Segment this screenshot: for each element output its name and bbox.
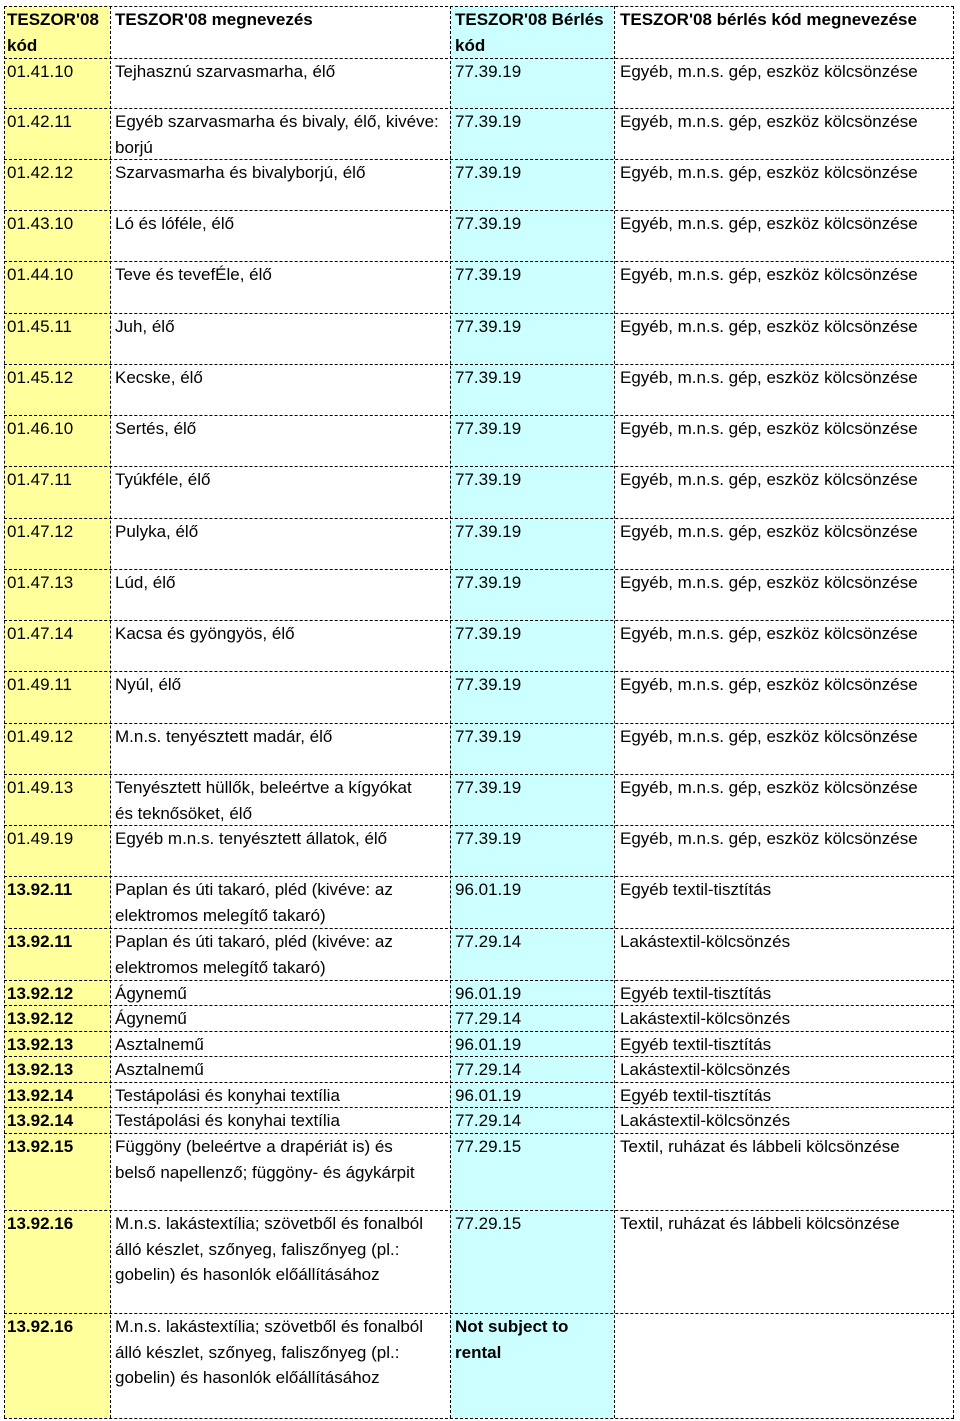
header-rent-code-line: TESZOR'08 Bérlés [455, 10, 604, 29]
table-row-code [7, 1211, 73, 1237]
table-row-name-line: Tejhasznú szarvasmarha, élő [115, 62, 336, 81]
table-row-rent-name [620, 314, 918, 340]
table-row-rent-code-line: 77.39.19 [455, 470, 522, 489]
table-row-code-line: 13.92.14 [7, 1111, 74, 1130]
table-row-rent-code [455, 262, 521, 288]
table-row-rent-name-line: Egyéb, m.n.s. gép, eszköz kölcsönzése [620, 265, 918, 284]
table-row-code-line: 01.49.11 [7, 675, 72, 694]
table-row-code [7, 1032, 73, 1058]
table-row-name-line: elektromos melegítő takaró) [115, 905, 326, 925]
table-row-name-line: Testápolási és konyhai textília [115, 1111, 340, 1130]
table-row-code-line: 13.92.16 [7, 1214, 74, 1233]
table-row-code [7, 519, 73, 545]
header-name [115, 7, 313, 33]
table-row-rent-name [620, 929, 790, 955]
table-row-name-line: Egyéb szarvasmarha és bivaly, élő, kivéve: [115, 112, 439, 131]
table-row-rent-code [455, 467, 521, 493]
table-row-code-line: 13.92.12 [7, 984, 74, 1003]
table-row-code [7, 1006, 73, 1032]
table-row-code [7, 1057, 73, 1083]
table-row-rent-name-line: Textil, ruházat és lábbeli kölcsönzése [620, 1214, 900, 1233]
table-row-name [115, 1083, 340, 1109]
table-row-name-line: Testápolási és konyhai textília [115, 1086, 340, 1105]
header-rent-name [620, 7, 917, 33]
table-row-name [115, 877, 393, 928]
table-row-code [7, 467, 72, 493]
table-row-name-line: álló készlet, szőnyeg, faliszőnyeg (pl.: [115, 1342, 400, 1362]
table-row-rent-name [620, 262, 918, 288]
table-row-rent-name-line: Egyéb textil-tisztítás [620, 1086, 772, 1105]
table-row-code [7, 775, 73, 801]
table-row-rent-code-line: 96.01.19 [455, 880, 522, 899]
table-row-name [115, 672, 181, 698]
table-row-rent-name [620, 160, 918, 186]
table-row-rent-name [620, 1211, 900, 1237]
table-row-code-line: 01.47.14 [7, 624, 74, 643]
table-row-rent-code-line: 77.29.15 [455, 1137, 522, 1156]
table-row-code-line: 01.49.19 [7, 829, 74, 848]
table-row-rent-code [455, 877, 521, 903]
table-row-rent-name-line: Lakástextil-kölcsönzés [620, 932, 791, 951]
header-code [7, 7, 99, 58]
table-row-rent-code [455, 1108, 521, 1134]
table-row-rent-name [620, 1006, 790, 1032]
table-row-name-line: Tyúkféle, élő [115, 470, 211, 489]
table-row-rent-code-line: 77.39.19 [455, 62, 522, 81]
table-row-code [7, 365, 73, 391]
table-row-name-line: Teve és tevefÉle, élő [115, 265, 272, 284]
table-row-rent-code-line: 77.29.14 [455, 1111, 522, 1130]
table-row-rent-name [620, 467, 918, 493]
table-row-code [7, 929, 72, 955]
table-row-name-line: Szarvasmarha és bivalyborjú, élő [115, 163, 366, 182]
table-row-name [115, 1032, 204, 1058]
table-row-name-line: Ágynemű [115, 984, 187, 1003]
grid-vertical-line [110, 6, 111, 1418]
table-row-code-line: 01.43.10 [7, 214, 74, 233]
table-row-name [115, 929, 393, 980]
table-row-name-line: álló készlet, szőnyeg, faliszőnyeg (pl.: [115, 1239, 400, 1259]
table-row-rent-name [620, 877, 771, 903]
table-row-name [115, 1134, 415, 1185]
table-row-rent-name [620, 826, 918, 852]
table-row-code-line: 13.92.14 [7, 1086, 74, 1105]
table-row-code [7, 1314, 73, 1340]
table-row-name [115, 519, 198, 545]
table-row-rent-code [455, 160, 521, 186]
table-row-code [7, 314, 72, 340]
table-row-rent-code-line: 77.39.19 [455, 317, 522, 336]
table-row-name-line: Tenyésztett hüllők, beleértve a kígyókat [115, 778, 412, 797]
table-row-code [7, 109, 72, 135]
table-row-name-line: Paplan és úti takaró, pléd (kivéve: az [115, 880, 393, 899]
table-row-code-line: 13.92.11 [7, 880, 73, 899]
table-row-rent-code-line: 77.29.15 [455, 1214, 522, 1233]
table-row-code-line: 01.47.12 [7, 522, 74, 541]
table-row-code [7, 826, 73, 852]
table-row-name-line: Ágynemű [115, 1009, 187, 1028]
table-row-rent-code-line: 77.39.19 [455, 163, 522, 182]
table-row-rent-name-line: Egyéb, m.n.s. gép, eszköz kölcsönzése [620, 62, 918, 81]
table-row-code [7, 621, 73, 647]
table-row-name-line: Ló és lóféle, élő [115, 214, 235, 233]
table-row-name-line: Pulyka, élő [115, 522, 199, 541]
table-row-code-line: 13.92.13 [7, 1060, 74, 1079]
table-row-rent-code-line: 77.39.19 [455, 214, 522, 233]
table-row-name [115, 262, 272, 288]
table-row-rent-code [455, 365, 521, 391]
table-row-rent-code-line: 77.39.19 [455, 727, 522, 746]
table-row-rent-name-line: Egyéb, m.n.s. gép, eszköz kölcsönzése [620, 573, 918, 592]
table-row-rent-name [620, 365, 918, 391]
table-row-rent-code [455, 621, 521, 647]
table-row-rent-name [620, 672, 918, 698]
table-row-name [115, 1057, 204, 1083]
table-row-name [115, 981, 187, 1007]
table-row-rent-code [455, 519, 521, 545]
table-row-rent-code-line: 77.39.19 [455, 829, 522, 848]
table-row-name-line: és teknősöket, élő [115, 803, 253, 823]
table-row-rent-code-line: rental [455, 1342, 502, 1362]
table-row-rent-code-line: 77.39.19 [455, 573, 522, 592]
table-row-rent-code [455, 1032, 521, 1058]
table-row-rent-code-line: 77.39.19 [455, 265, 522, 284]
table-row-rent-code [455, 570, 521, 596]
table-row-rent-code-line: 77.39.19 [455, 522, 522, 541]
table-row-rent-code [455, 724, 521, 750]
table-row-name-line: Sertés, élő [115, 419, 197, 438]
table-row-code-line: 01.44.10 [7, 265, 74, 284]
table-row-name-line: M.n.s. tenyésztett madár, élő [115, 727, 333, 746]
header-rent-name-line: TESZOR'08 bérlés kód megnevezése [620, 10, 917, 29]
table-row-rent-name-line: Egyéb, m.n.s. gép, eszköz kölcsönzése [620, 317, 918, 336]
table-row-rent-code [455, 1314, 568, 1365]
table-row-rent-name-line: Egyéb, m.n.s. gép, eszköz kölcsönzése [620, 470, 918, 489]
table-row-name-line: Kecske, élő [115, 368, 203, 387]
table-row-rent-name [620, 1083, 771, 1109]
table-row-name-line: Lúd, élő [115, 573, 176, 592]
table-row-name-line: M.n.s. lakástextília; szövetből és fonalból [115, 1317, 424, 1336]
table-row-rent-name-line: Egyéb, m.n.s. gép, eszköz kölcsönzése [620, 624, 918, 643]
table-row-rent-name-line: Egyéb, m.n.s. gép, eszköz kölcsönzése [620, 727, 918, 746]
table-row-rent-name [620, 109, 918, 135]
table-row-code [7, 672, 72, 698]
table-row-code [7, 877, 72, 903]
header-name-line: TESZOR'08 megnevezés [115, 10, 313, 29]
table-row-name [115, 416, 196, 442]
table-row-code-line: 01.49.13 [7, 778, 74, 797]
table-row-name-line: borjú [115, 137, 153, 157]
table-row-rent-name [620, 570, 918, 596]
table-row-rent-code-line: Not subject to [455, 1317, 569, 1336]
table-row-rent-code [455, 981, 521, 1007]
table-row-code-line: 01.45.11 [7, 317, 72, 336]
table-row-rent-name [620, 724, 918, 750]
table-row-rent-code [455, 672, 521, 698]
table-row-rent-name [620, 519, 918, 545]
table-row-rent-name [620, 1032, 771, 1058]
table-row-name [115, 775, 412, 826]
table-row-name [115, 365, 203, 391]
table-row-name [115, 211, 234, 237]
table-row-code [7, 724, 73, 750]
table-row-rent-code-line: 77.39.19 [455, 778, 522, 797]
table-row-code [7, 1108, 73, 1134]
table-row-rent-code-line: 77.39.19 [455, 675, 522, 694]
table-row-name-line: Asztalnemű [115, 1035, 204, 1054]
table-row-name-line: Kacsa és gyöngyös, élő [115, 624, 295, 643]
table-row-rent-name-line: Egyéb, m.n.s. gép, eszköz kölcsönzése [620, 675, 918, 694]
table-row-name-line: Függöny (beleértve a drapériát is) és [115, 1137, 393, 1156]
table-row-rent-code-line: 96.01.19 [455, 1035, 522, 1054]
table-row-name [115, 467, 210, 493]
table-row-rent-name-line: Egyéb, m.n.s. gép, eszköz kölcsönzése [620, 829, 918, 848]
table-row-name [115, 724, 332, 750]
header-code-line: TESZOR'08 [7, 10, 99, 29]
table-row-code [7, 416, 73, 442]
table-row-name-line: Paplan és úti takaró, pléd (kivéve: az [115, 932, 393, 951]
table-row-code-line: 01.41.10 [7, 62, 74, 81]
table-row-rent-name-line: Egyéb, m.n.s. gép, eszköz kölcsönzése [620, 778, 918, 797]
table-row-code-line: 01.47.11 [7, 470, 72, 489]
table-row-rent-name [620, 981, 771, 1007]
table-row-rent-name-line: Egyéb textil-tisztítás [620, 1035, 772, 1054]
table-row-code [7, 1083, 73, 1109]
header-rent-code-line: kód [455, 35, 486, 55]
header-code-line: kód [7, 35, 38, 55]
table-row-rent-name-line: Egyéb, m.n.s. gép, eszköz kölcsönzése [620, 522, 918, 541]
table-row-name-line: elektromos melegítő takaró) [115, 957, 326, 977]
table-row-name-line: Egyéb m.n.s. tenyésztett állatok, élő [115, 829, 388, 848]
table-row-rent-code-line: 77.29.14 [455, 932, 522, 951]
table-row-rent-name-line: Egyéb textil-tisztítás [620, 880, 772, 899]
table-row-rent-code-line: 77.39.19 [455, 419, 522, 438]
table-row-name-line: M.n.s. lakástextília; szövetből és fonalból [115, 1214, 424, 1233]
table-row-name-line: Juh, élő [115, 317, 175, 336]
table-row-name [115, 160, 365, 186]
table-row-code [7, 160, 73, 186]
table-row-code-line: 13.92.12 [7, 1009, 74, 1028]
table-row-rent-code-line: 77.39.19 [455, 368, 522, 387]
grid-vertical-line [614, 6, 615, 1418]
table-row-rent-name [620, 621, 918, 647]
table-row-rent-name-line: Egyéb, m.n.s. gép, eszköz kölcsönzése [620, 368, 918, 387]
table-row-rent-name-line: Lakástextil-kölcsönzés [620, 1111, 791, 1130]
table-row-rent-code [455, 929, 521, 955]
table-row-code [7, 211, 73, 237]
table-row-rent-code-line: 77.29.14 [455, 1009, 522, 1028]
table-row-name [115, 1006, 187, 1032]
table-row-code-line: 13.92.16 [7, 1317, 74, 1336]
table-row-code [7, 262, 73, 288]
table-row-code-line: 01.45.12 [7, 368, 74, 387]
table-row-rent-name-line: Egyéb, m.n.s. gép, eszköz kölcsönzése [620, 163, 918, 182]
table-row-rent-code [455, 211, 521, 237]
table-row-rent-name [620, 1134, 900, 1160]
grid-vertical-line [450, 6, 451, 1418]
table-row-rent-name [620, 1057, 790, 1083]
table-row-rent-code [455, 59, 521, 85]
table-row-name-line: belső napellenző; függöny- és ágykárpit [115, 1162, 415, 1182]
header-rent-code [455, 7, 604, 58]
table-row-rent-name-line: Egyéb, m.n.s. gép, eszköz kölcsönzése [620, 214, 918, 233]
table-row-code-line: 13.92.15 [7, 1137, 74, 1156]
table-row-rent-name [620, 59, 918, 85]
table-row-code [7, 570, 73, 596]
grid-vertical-line [953, 6, 954, 1418]
table-row-rent-code [455, 1083, 521, 1109]
table-row-name [115, 314, 175, 340]
table-row-code-line: 13.92.11 [7, 932, 73, 951]
table-row-code-line: 13.92.13 [7, 1035, 74, 1054]
table-row-rent-name-line: Lakástextil-kölcsönzés [620, 1009, 791, 1028]
table-row-rent-code-line: 96.01.19 [455, 1086, 522, 1105]
table-row-name-line: gobelin) és hasonlók előállításához [115, 1368, 380, 1387]
table-row-name [115, 1211, 423, 1288]
table-row-rent-code-line: 77.39.19 [455, 624, 522, 643]
grid-horizontal-line [4, 1418, 954, 1419]
table-row-rent-name [620, 416, 918, 442]
table-row-rent-name [620, 775, 918, 801]
table-row-rent-code-line: 77.29.14 [455, 1060, 522, 1079]
table-row-name [115, 570, 176, 596]
table-row-name-line: Nyúl, élő [115, 675, 182, 694]
table-row-rent-code-line: 77.39.19 [455, 112, 522, 131]
table-row-rent-code [455, 314, 521, 340]
table-row-code-line: 01.42.12 [7, 163, 74, 182]
table-row-rent-name-line: Egyéb textil-tisztítás [620, 984, 772, 1003]
table-row-code [7, 981, 73, 1007]
table-row-rent-name-line: Textil, ruházat és lábbeli kölcsönzése [620, 1137, 900, 1156]
table-row-rent-code [455, 1057, 521, 1083]
table-row-code-line: 01.47.13 [7, 573, 74, 592]
table-row-name [115, 826, 387, 852]
table-row-name [115, 59, 335, 85]
table-row-name-line: Asztalnemű [115, 1060, 204, 1079]
table-row-code-line: 01.42.11 [7, 112, 72, 131]
table-row-rent-code [455, 1211, 521, 1237]
grid-vertical-line [4, 6, 5, 1418]
table-row-code [7, 59, 73, 85]
table-row-name [115, 1108, 340, 1134]
table-row-name [115, 621, 295, 647]
table-row-rent-code [455, 1006, 521, 1032]
table-row-rent-name-line: Lakástextil-kölcsönzés [620, 1060, 791, 1079]
table-row-name [115, 1314, 423, 1391]
table-row-code [7, 1134, 73, 1160]
table-row-rent-code [455, 826, 521, 852]
table-row-rent-code [455, 775, 521, 801]
table-row-rent-name [620, 1108, 790, 1134]
table-row-rent-name [620, 211, 918, 237]
table-row-rent-code [455, 1134, 521, 1160]
table-row-rent-code-line: 96.01.19 [455, 984, 522, 1003]
table-row-name-line: gobelin) és hasonlók előállításához [115, 1265, 380, 1284]
table-row-rent-name-line: Egyéb, m.n.s. gép, eszköz kölcsönzése [620, 419, 918, 438]
table-row-code-line: 01.49.12 [7, 727, 74, 746]
table-row-rent-code [455, 109, 521, 135]
table-row-rent-code [455, 416, 521, 442]
table-row-rent-name-line: Egyéb, m.n.s. gép, eszköz kölcsönzése [620, 112, 918, 131]
table-row-code-line: 01.46.10 [7, 419, 74, 438]
table-row-name [115, 109, 439, 160]
